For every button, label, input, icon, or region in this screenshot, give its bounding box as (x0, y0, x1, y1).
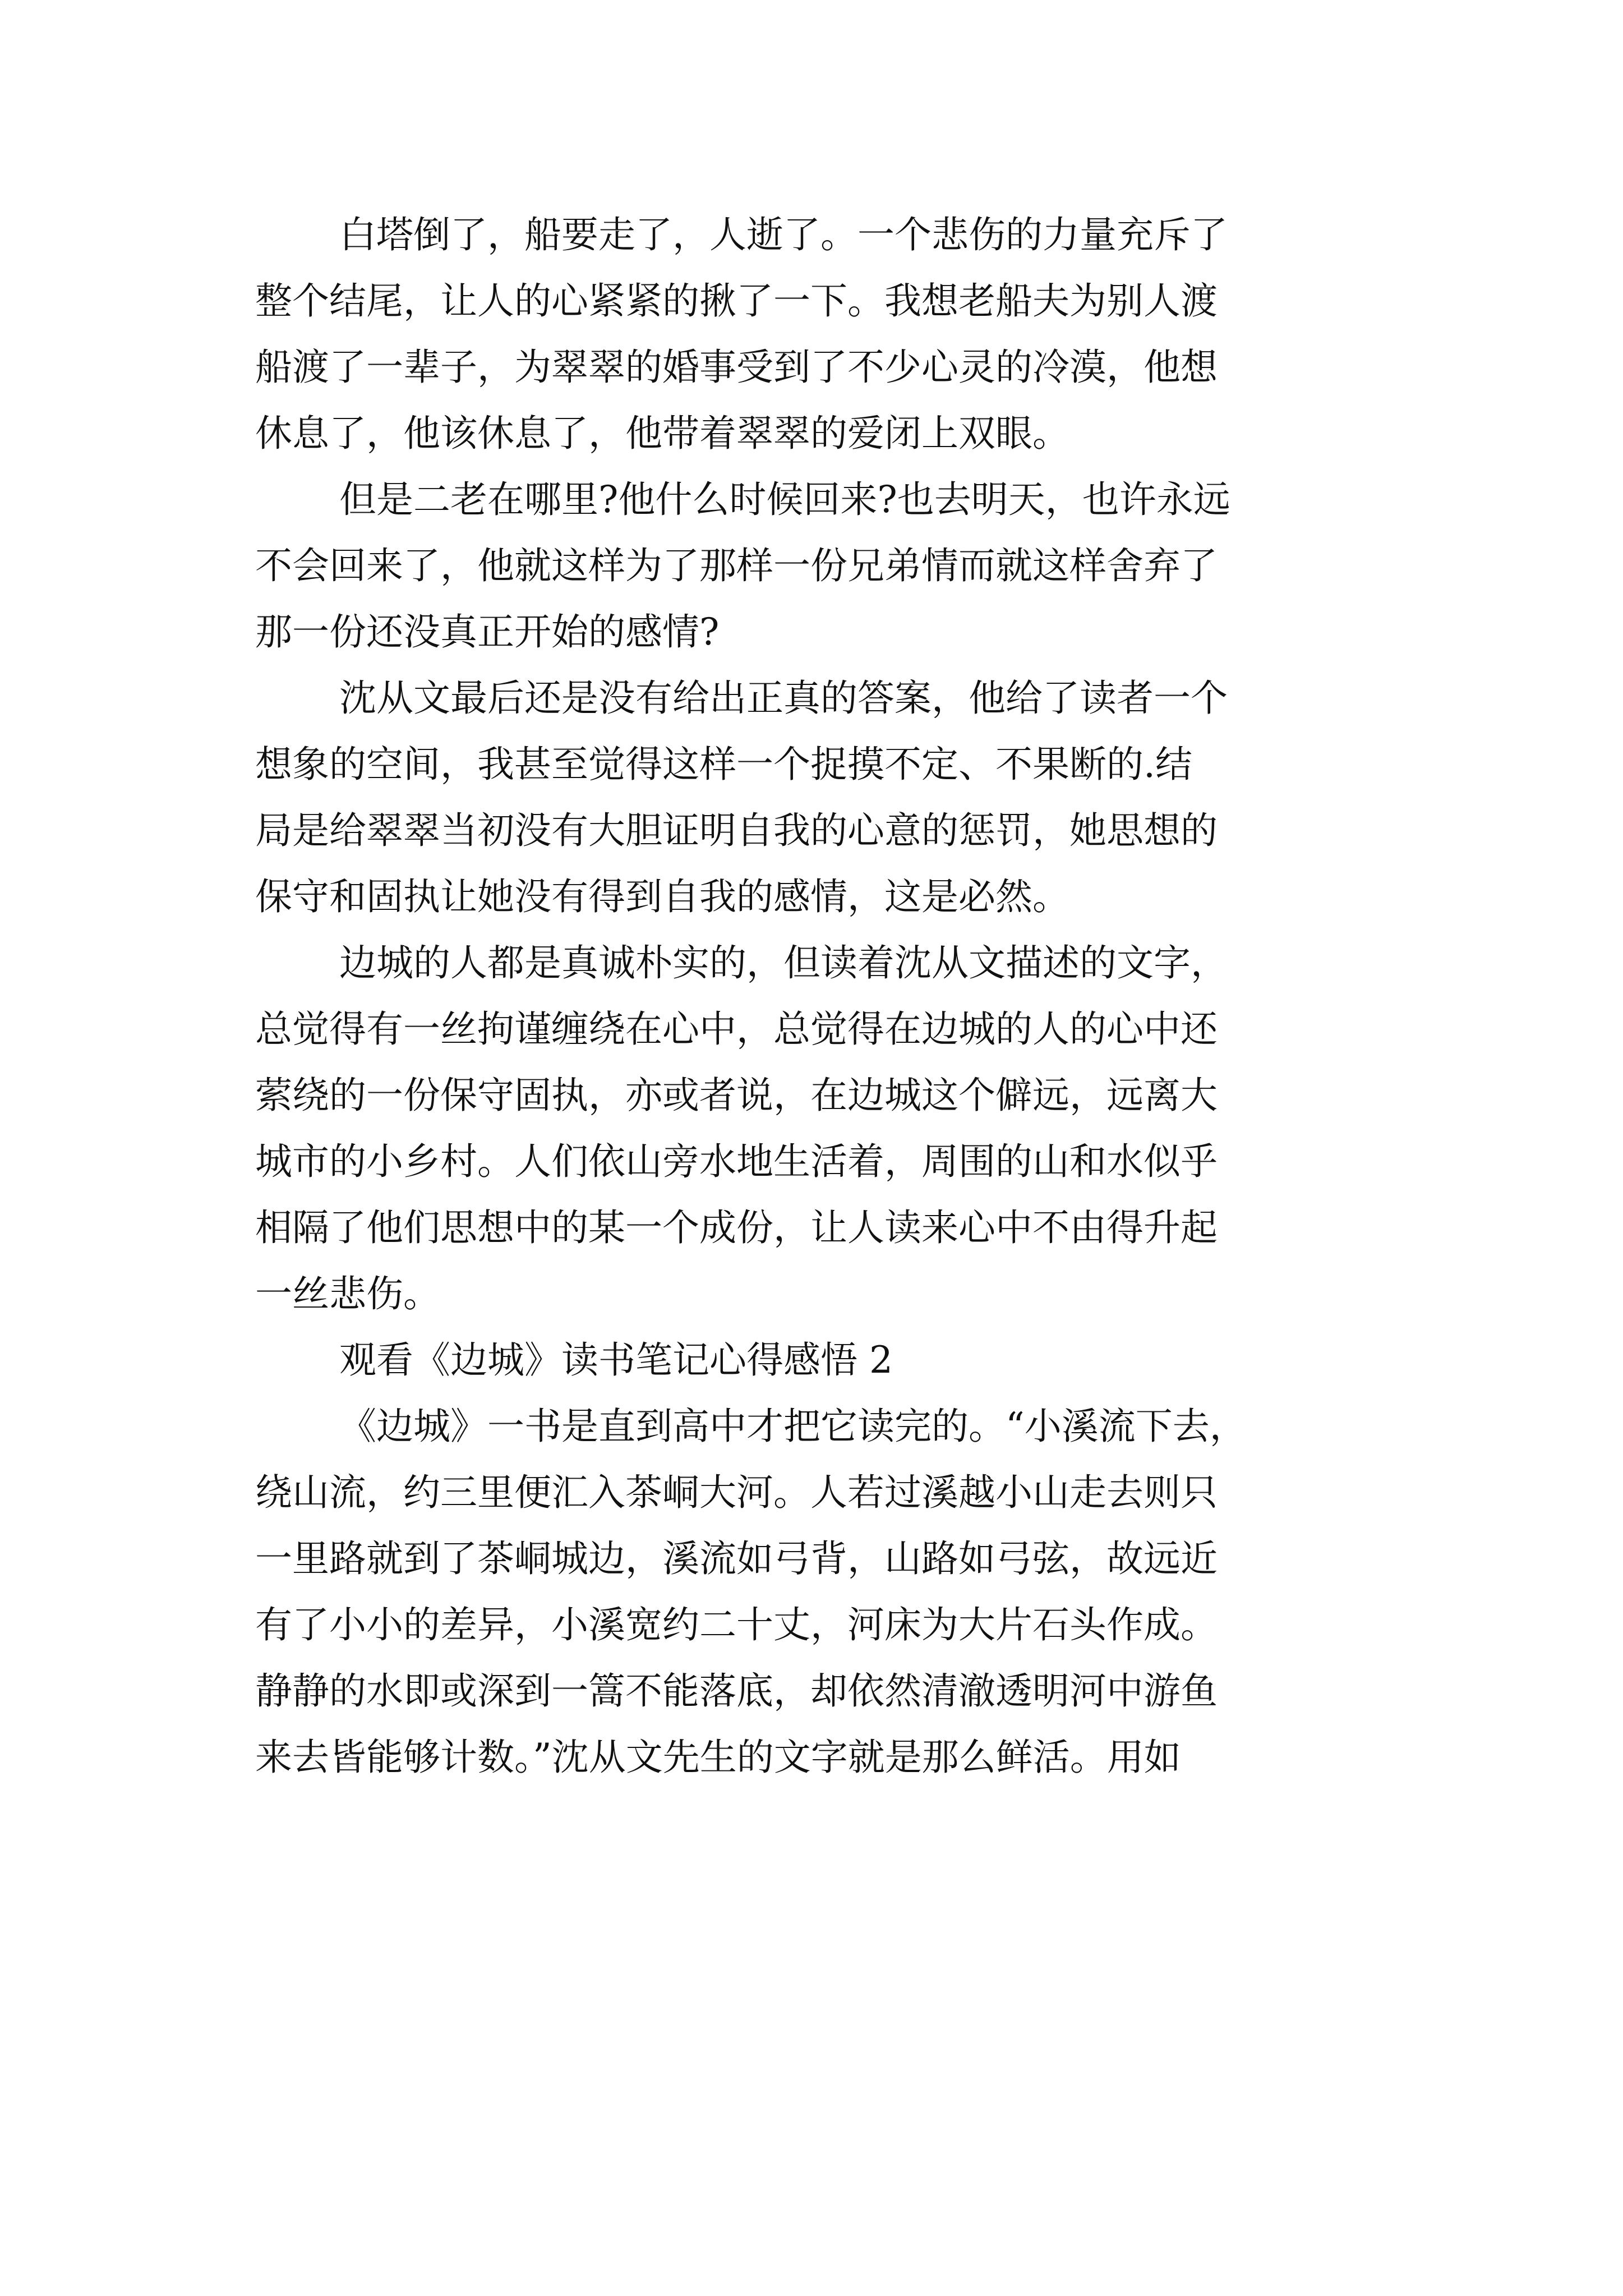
section-heading: 观看《边城》读书笔记心得感悟 2 (339, 1338, 893, 1382)
paragraph-line: 不会回来了，他就这样为了那样一份兄弟情而就这样舍弃了 (255, 544, 1218, 587)
paragraph-5 (255, 1393, 1373, 1791)
paragraph-line: 静静的水即或深到一篙不能落底，却依然清澈透明河中游鱼 (255, 1669, 1218, 1713)
paragraph-line: 《边城》一书是直到高中才把它读完的。“小溪流下去， (339, 1405, 1247, 1448)
paragraph-line: 城市的小乡村。人们依山旁水地生活着，周围的山和水似乎 (255, 1140, 1218, 1183)
paragraph-line: 整个结尾，让人的心紧紧的揪了一下。我想老船夫为别人渡 (255, 279, 1218, 323)
paragraph-line: 那一份还没真正开始的感情? (255, 610, 720, 654)
document-body (255, 202, 1373, 1791)
paragraph-line: 保守和固执让她没有得到自我的感情，这是必然。 (255, 875, 1069, 918)
paragraph-line: 沈从文最后还是没有给出正真的答案，他给了读者一个 (339, 677, 1228, 720)
paragraph-line: 一丝悲伤。 (255, 1272, 440, 1315)
paragraph-line: 白塔倒了，船要走了，人逝了。一个悲伤的力量充斥了 (339, 213, 1228, 256)
paragraph-line: 萦绕的一份保守固执，亦或者说，在边城这个僻远，远离大 (255, 1074, 1218, 1117)
paragraph-line: 总觉得有一丝拘谨缠绕在心中，总觉得在边城的人的心中还 (255, 1007, 1218, 1051)
paragraph-line: 船渡了一辈子，为翠翠的婚事受到了不少心灵的冷漠，他想 (255, 346, 1218, 389)
paragraph-2 (255, 467, 1373, 665)
paragraph-line: 一里路就到了茶峒城边，溪流如弓背，山路如弓弦，故远近 (255, 1537, 1218, 1580)
paragraph-line: 绕山流，约三里便汇入茶峒大河。人若过溪越小山走去则只 (255, 1471, 1218, 1514)
paragraph-line: 相隔了他们思想中的某一个成份，让人读来心中不由得升起 (255, 1206, 1218, 1249)
paragraph-line: 想象的空间，我甚至觉得这样一个捉摸不定、不果断的.结 (255, 743, 1192, 786)
paragraph-4 (255, 930, 1373, 1327)
paragraph-line: 来去皆能够计数。”沈从文先生的文字就是那么鲜活。用如 (255, 1736, 1181, 1779)
paragraph-line: 但是二老在哪里?他什么时候回来?也去明天，也许永远 (339, 478, 1230, 521)
paragraph-line: 局是给翠翠当初没有大胆证明自我的心意的惩罚，她思想的 (255, 809, 1218, 852)
paragraph-3 (255, 665, 1373, 930)
paragraph-line: 休息了，他该休息了，他带着翠翠的爱闭上双眼。 (255, 412, 1069, 455)
paragraph-1 (255, 202, 1373, 467)
paragraph-line: 有了小小的差异，小溪宽约二十丈，河床为大片石头作成。 (255, 1603, 1218, 1646)
paragraph-line: 边城的人都是真诚朴实的，但读着沈从文描述的文字， (339, 941, 1228, 984)
